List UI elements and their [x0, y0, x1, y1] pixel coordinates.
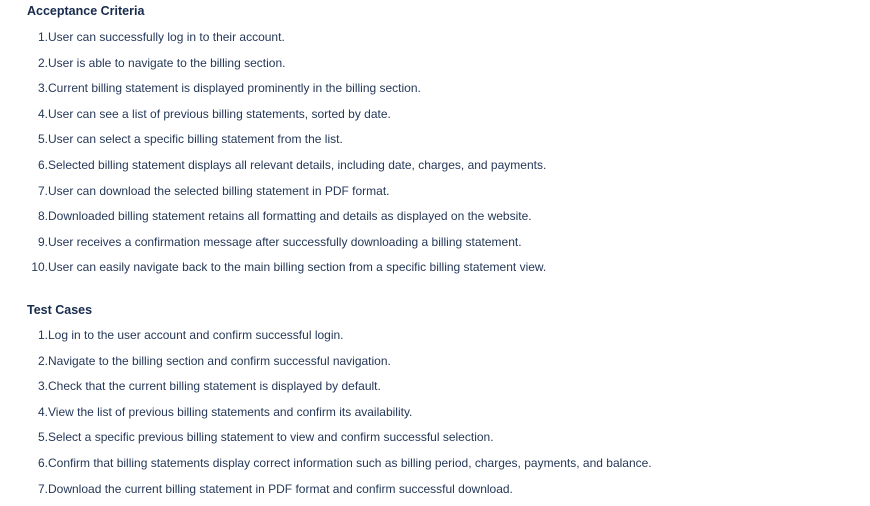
list-item [27, 481, 847, 506]
list-item-text: Navigate to the billing section and confirm successful navigation. [48, 353, 391, 368]
list-item [27, 29, 847, 55]
acceptance-criteria-list [27, 29, 847, 285]
list-item [27, 404, 847, 430]
list-item-text: Select a specific previous billing statement to view and confirm successful selection. [48, 430, 494, 445]
list-item-text: Downloaded billing statement retains all formatting and details as displayed on the website. [48, 209, 532, 224]
list-item-text: User can download the selected billing statement in PDF format. [48, 183, 390, 198]
list-item [27, 80, 847, 106]
list-item-text: Check that the current billing statement is displayed by default. [48, 379, 381, 394]
list-item-number: 2. [37, 55, 48, 70]
list-item-number: 7. [37, 481, 48, 496]
list-item-text: User can select a specific billing statement from the list. [48, 132, 343, 147]
list-item-text: User can successfully log in to their account. [48, 30, 285, 44]
list-item-number: 2. [37, 353, 48, 368]
acceptance-criteria-section [27, 3, 847, 285]
list-item-text: User is able to navigate to the billing section. [48, 55, 286, 70]
list-item-text: User can see a list of previous billing statements, sorted by date. [48, 106, 391, 121]
list-item [27, 157, 847, 183]
list-item [27, 106, 847, 132]
list-item-number: 6. [37, 455, 48, 470]
list-item [27, 353, 847, 379]
list-item [27, 327, 847, 353]
list-item-number: 9. [37, 234, 48, 249]
list-item-text: User receives a confirmation message after successfully downloading a billing statement. [48, 234, 522, 249]
test-cases-list [27, 327, 847, 506]
acceptance-criteria-heading: Acceptance Criteria [27, 4, 145, 18]
list-item [27, 429, 847, 455]
list-item-number: 3. [37, 379, 48, 394]
list-item-number: 1. [37, 328, 48, 342]
list-item-number: 6. [37, 157, 48, 172]
list-item-text: User can easily navigate back to the main billing section from a specific billing statement view. [48, 260, 547, 275]
list-item-text: View the list of previous billing statements and confirm its availability. [48, 404, 413, 419]
list-item-number: 5. [37, 132, 48, 147]
list-item-text: Current billing statement is displayed prominently in the billing section. [48, 81, 421, 96]
list-item-text: Confirm that billing statements display correct information such as billing period, charges, payments, and balance. [48, 455, 652, 470]
list-item [27, 378, 847, 404]
list-item [27, 55, 847, 81]
list-item-number: 4. [37, 106, 48, 121]
list-item [27, 259, 847, 285]
list-item [27, 208, 847, 234]
list-item-number: 8. [37, 209, 48, 224]
list-item-text: Selected billing statement displays all relevant details, including date, charges, and payments. [48, 157, 547, 172]
list-item-number: 5. [37, 430, 48, 445]
test-cases-section [27, 302, 847, 506]
list-item-number: 4. [37, 404, 48, 419]
list-item-number: 3. [37, 81, 48, 96]
test-cases-heading: Test Cases [27, 303, 93, 317]
list-item [27, 131, 847, 157]
list-item-number: 1. [37, 30, 48, 44]
list-item [27, 234, 847, 260]
list-item-text: Log in to the user account and confirm successful login. [48, 328, 344, 342]
list-item [27, 455, 847, 481]
list-item-number: 10. [31, 260, 48, 275]
list-item [27, 183, 847, 209]
list-item-number: 7. [37, 183, 48, 198]
list-item-text: Download the current billing statement in PDF format and confirm successful download. [48, 481, 513, 496]
